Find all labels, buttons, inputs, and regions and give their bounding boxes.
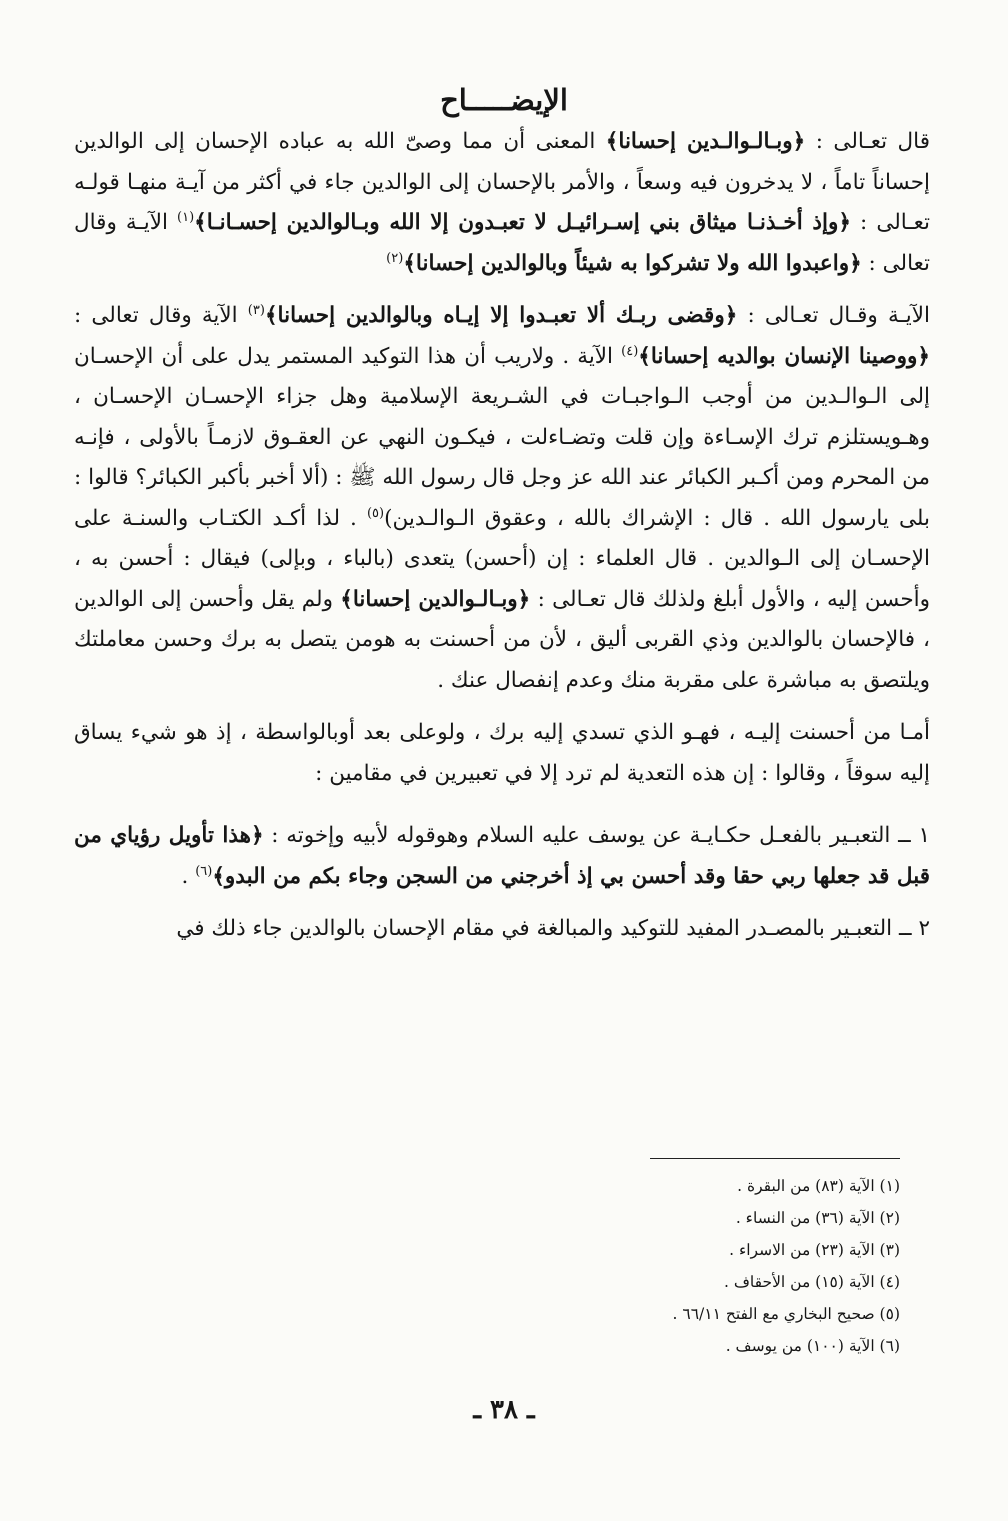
footnote-ref: (٦) [195,863,213,879]
footnote-item: (٦) الآية (١٠٠) من يوسف . [725,1337,900,1355]
text-run: الآية وقال تعالى : [74,303,248,328]
quran-quote: ﴿وبـالـوالدين إحسانا﴾ [340,586,531,612]
paragraph-3: أمـا من أحسنت إليـه ، فهـو الذي تسدي إليه برك ، ولوعلى بعد أوبالواسطة ، إذ هو شيء يساق إليه سوقاً ، وقالوا : إن هذه التعدية لم ترد إلا في تعبيرين في مقامين : [74,720,930,786]
footnote-separator [650,1158,900,1159]
text-run: الآيـة وقـال تعـالى : [737,303,930,328]
paragraph-4 [74,816,930,897]
paragraph-5: ٢ ــ التعبـير بالمصـدر المفيد للتوكيد والمبالغة في مقام الإحسان بالوالدين جاء ذلك في [176,916,930,941]
footnote-ref: (١) [177,209,195,225]
footnote-item: (٣) الآية (٢٣) من الاسراء . [729,1241,900,1259]
quran-quote: ﴿ووصينا الإنسان بوالديه إحسانا﴾ [638,343,930,369]
quran-quote: ﴿وبـالـوالـدين إحسانا﴾ [605,129,806,154]
footnote-ref: (٤) [621,343,639,359]
text-run: . لذا أكـد الكتـاب والسنـة على الإحسـان إلى الـوالدين . قال العلماء : إن (أحسن) يتعدى (بالباء ، وبإلى) فيقال : أحسن به ، وأحسن إليه ، والأول أبلغ ولذلك قال تعـالى : [74,505,931,612]
footnote-item: (٤) الآية (١٥) من الأحقاف . [724,1273,900,1291]
text-run: قال تعـالى : [805,129,931,154]
footnote-item: (٥) صحيح البخاري مع الفتح ٦٦/١١ . [672,1305,900,1323]
text-run: . [181,863,196,889]
paragraph-1 [74,122,930,284]
footnote-ref: (٥) [366,505,385,521]
page-number: ـ ٣٨ ـ [473,1395,535,1425]
footnote-item: (٢) الآية (٣٦) من النساء . [735,1209,900,1227]
text-run: المعنى أن مما وصىّ الله به عباده الإحسان إلى الوالدين إحساناً تاماً ، لا يدخرون فيه وسعاً ، والأمر بالإحسان إلى الوالدين جاء في أكثر من آيـة منهـا قولـه تعـالى : [74,129,931,235]
text-run: الآيـة وقال تعالى : [74,210,930,276]
paragraph-2 [74,296,930,701]
footnote-item: (١) الآية (٨٣) من البقرة . [737,1177,900,1195]
quran-quote: ﴿واعبدوا الله ولا تشركوا به شيئاً وبالوالدين إحسانا﴾ [403,250,862,276]
quran-quote: ﴿هذا تأويل رؤياي من قبل قد جعلها ربي حقا وقد أحسن بي إذ أخرجني من السجن وجاء بكم من البدو﴾ [74,823,930,889]
footnotes-list [480,1170,900,1362]
footnote-ref: (٢) [386,250,404,266]
text-run: ولم يقل وأحسن إلى الوالدين ، فالإحسان بالوالدين وذي القربى أليق ، لأن من أحسنت به هومن يتصل به برك وحسن معاملتك ويلتصق به مباشرة على مقربة منك وعدم إنفصال عنك . [74,586,930,693]
main-text [74,122,930,950]
text-run: ١ ــ التعبـير بالفعـل حكـايـة عن يوسف عليه السلام وهوقوله لأبيه وإخوته : [263,823,930,848]
footnote-ref: (٣) [247,302,265,318]
quran-quote: ﴿وقضى ربـك ألا تعبـدوا إلا إيـاه وبالوالدين إحسانا﴾ [264,303,738,328]
running-title: الإيضـــــاح [440,83,568,117]
text-run: الآية . ولاريب أن هذا التوكيد المستمر يدل على أن الإحسـان إلى الـوالـدين من أوجب الـواجبـات في الشـريعة الإسلامية وهل جزاء الإحسـان الإحسـان ، وهـويستلزم ترك الإسـاءة وإن قلت وتضـاءلت ، فيكـون النهي عن العقـوق لازمـاً بالأولى ، فإنـه من المحرم ومن أكـبر الكبائر عند الله عز وجل قال رسول الله ﷺ : (ألا أخبر بأكبر الكبائر؟ قالوا : بلى يارسول الله . قال : الإشراك بالله ، وعقوق الـوالـدين) [74,343,930,531]
quran-quote: ﴿وإذ أخـذنـا ميثاق بني إسـرائيـل لا تعبـدون إلا الله وبـالوالدين إحسـانـا﴾ [194,210,851,235]
